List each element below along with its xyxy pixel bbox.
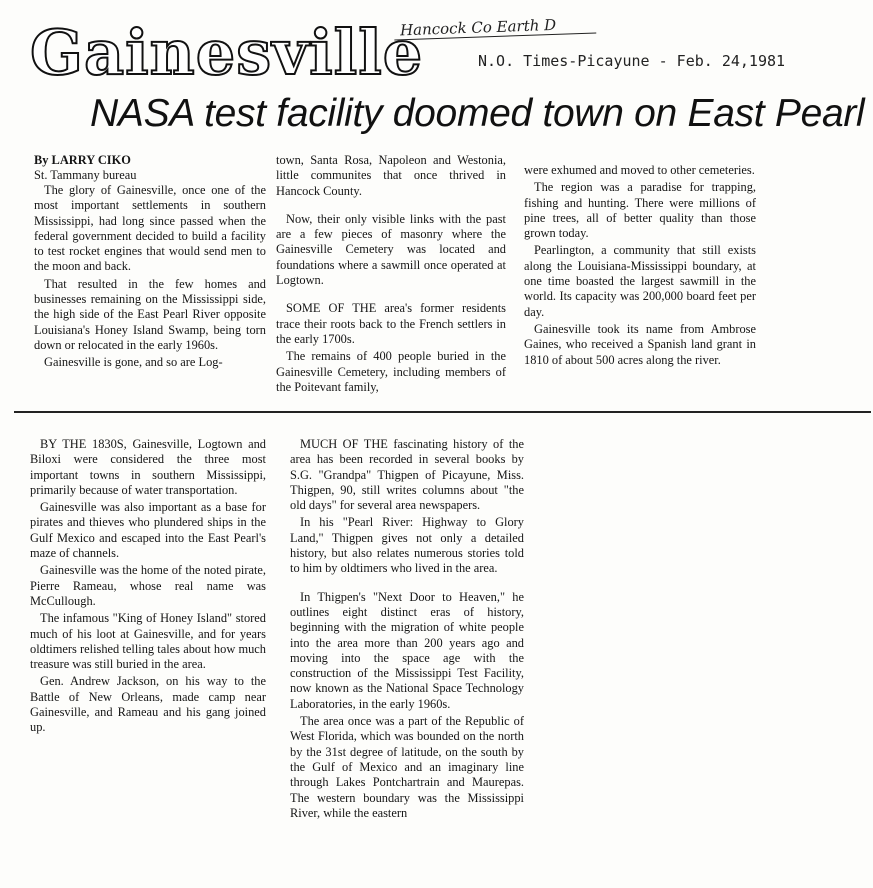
source-line: N.O. Times-Picayune - Feb. 24,1981 <box>478 52 786 70</box>
top-column-1 <box>34 153 266 371</box>
bureau: St. Tammany bureau <box>34 168 137 182</box>
bottom-column-1 <box>30 437 266 736</box>
paragraph: were exhumed and moved to other cemeteries. <box>524 163 755 177</box>
headline: NASA test facility doomed town on East Pearl <box>90 92 865 135</box>
paragraph: The remains of 400 people buried in the Gainesville Cemetery, including members of the Poitevant family, <box>276 349 506 394</box>
paragraph: The area once was a part of the Republic of West Florida, which was bounded on the north by the 31st degree of latitude, on the south by the Gulf of Mexico and an imaginary line through Lakes Pontchartrain and Maurepas. The western boundary was the Mississippi River, while the eastern <box>290 714 524 820</box>
paragraph: Gainesville took its name from Ambrose Gaines, who received a Spanish land grant in 1810 of about 500 acres along the river. <box>524 321 756 367</box>
bottom-column-2 <box>290 437 524 821</box>
paragraph: In his "Pearl River: Highway to Glory Land," Thigpen gives not only a detailed history, but also relates numerous stories told to him by oldtimers who lived in the area. <box>290 515 524 576</box>
paragraph: town, Santa Rosa, Napoleon and Westonia, little communites that once thrived in Hancock County. <box>276 153 506 198</box>
paragraph: MUCH OF THE fascinating history of the area has been recorded in several books by S.G. "Grandpa" Thigpen of Picayune, Miss. Thigpen, 90, still writes columns about "the old days" for several area newspapers. <box>290 437 524 513</box>
paragraph: SOME OF THE area's former residents trace their roots back to the French settlers in the early 1700s. <box>276 301 506 346</box>
paragraph: BY THE 1830S, Gainesville, Logtown and Biloxi were considered the three most important towns in southern Mississippi, primarily because of water transportation. <box>30 437 266 497</box>
paragraph: Gen. Andrew Jackson, on his way to the Battle of New Orleans, made camp near Gainesville, and Rameau and his gang joined up. <box>30 674 266 735</box>
paragraph: That resulted in the few homes and businesses remaining on the Mississippi side, the high side of the East Pearl River opposite Louisiana's Honey Island Swamp, being torn down or relocated in the early 1960s. <box>34 276 266 352</box>
paragraph: Gainesville is gone, and so are Log- <box>44 355 223 370</box>
paragraph: Gainesville was the home of the noted pirate, Pierre Rameau, whose real name was McCullough. <box>30 563 266 608</box>
masthead-title: Gainesville <box>30 16 424 89</box>
top-column-3 <box>524 163 756 368</box>
paragraph: The glory of Gainesville, once one of the most important settlements in southern Mississippi, had long since passed when the federal government decided to build a facility to test rocket engines that would send men to the moon and back. <box>34 183 266 274</box>
paragraph: The region was a paradise for trapping, fishing and hunting. There were millions of pine trees, all of better quality than those grown today. <box>524 180 756 241</box>
paragraph: In Thigpen's "Next Door to Heaven," he outlines eight distinct eras of history, beginning with the migration of white people into the area more than 200 years ago and moving into the space age with the construction of the Mississippi Test Facility, now known as the National Space Technology Laboratories, in the early 1960s. <box>290 589 524 711</box>
top-column-2 <box>276 153 506 395</box>
handwritten-note: Hancock Co Earth D <box>394 14 597 40</box>
paragraph: Gainesville was also important as a base for pirates and thieves who plundered ships in the Gulf Mexico and escaped into the East Pearl's maze of channels. <box>30 500 266 561</box>
paragraph: Pearlington, a community that still exists along the Louisiana-Mississippi boundary, at one time boasted the largest sawmill in the world. Its capacity was 200,000 board feet per day. <box>524 243 756 319</box>
byline: By LARRY CIKO <box>34 153 131 167</box>
paragraph: The infamous "King of Honey Island" stored much of his loot at Gainesville, and for years oldtimers relished telling tales about how much treasure was still buried in the area. <box>30 611 266 672</box>
section-divider <box>14 411 871 413</box>
paragraph: Now, their only visible links with the past are a few pieces of masonry where the Gainesville Cemetery was located and foundations where a sawmill once operated at Logtown. <box>276 211 506 288</box>
